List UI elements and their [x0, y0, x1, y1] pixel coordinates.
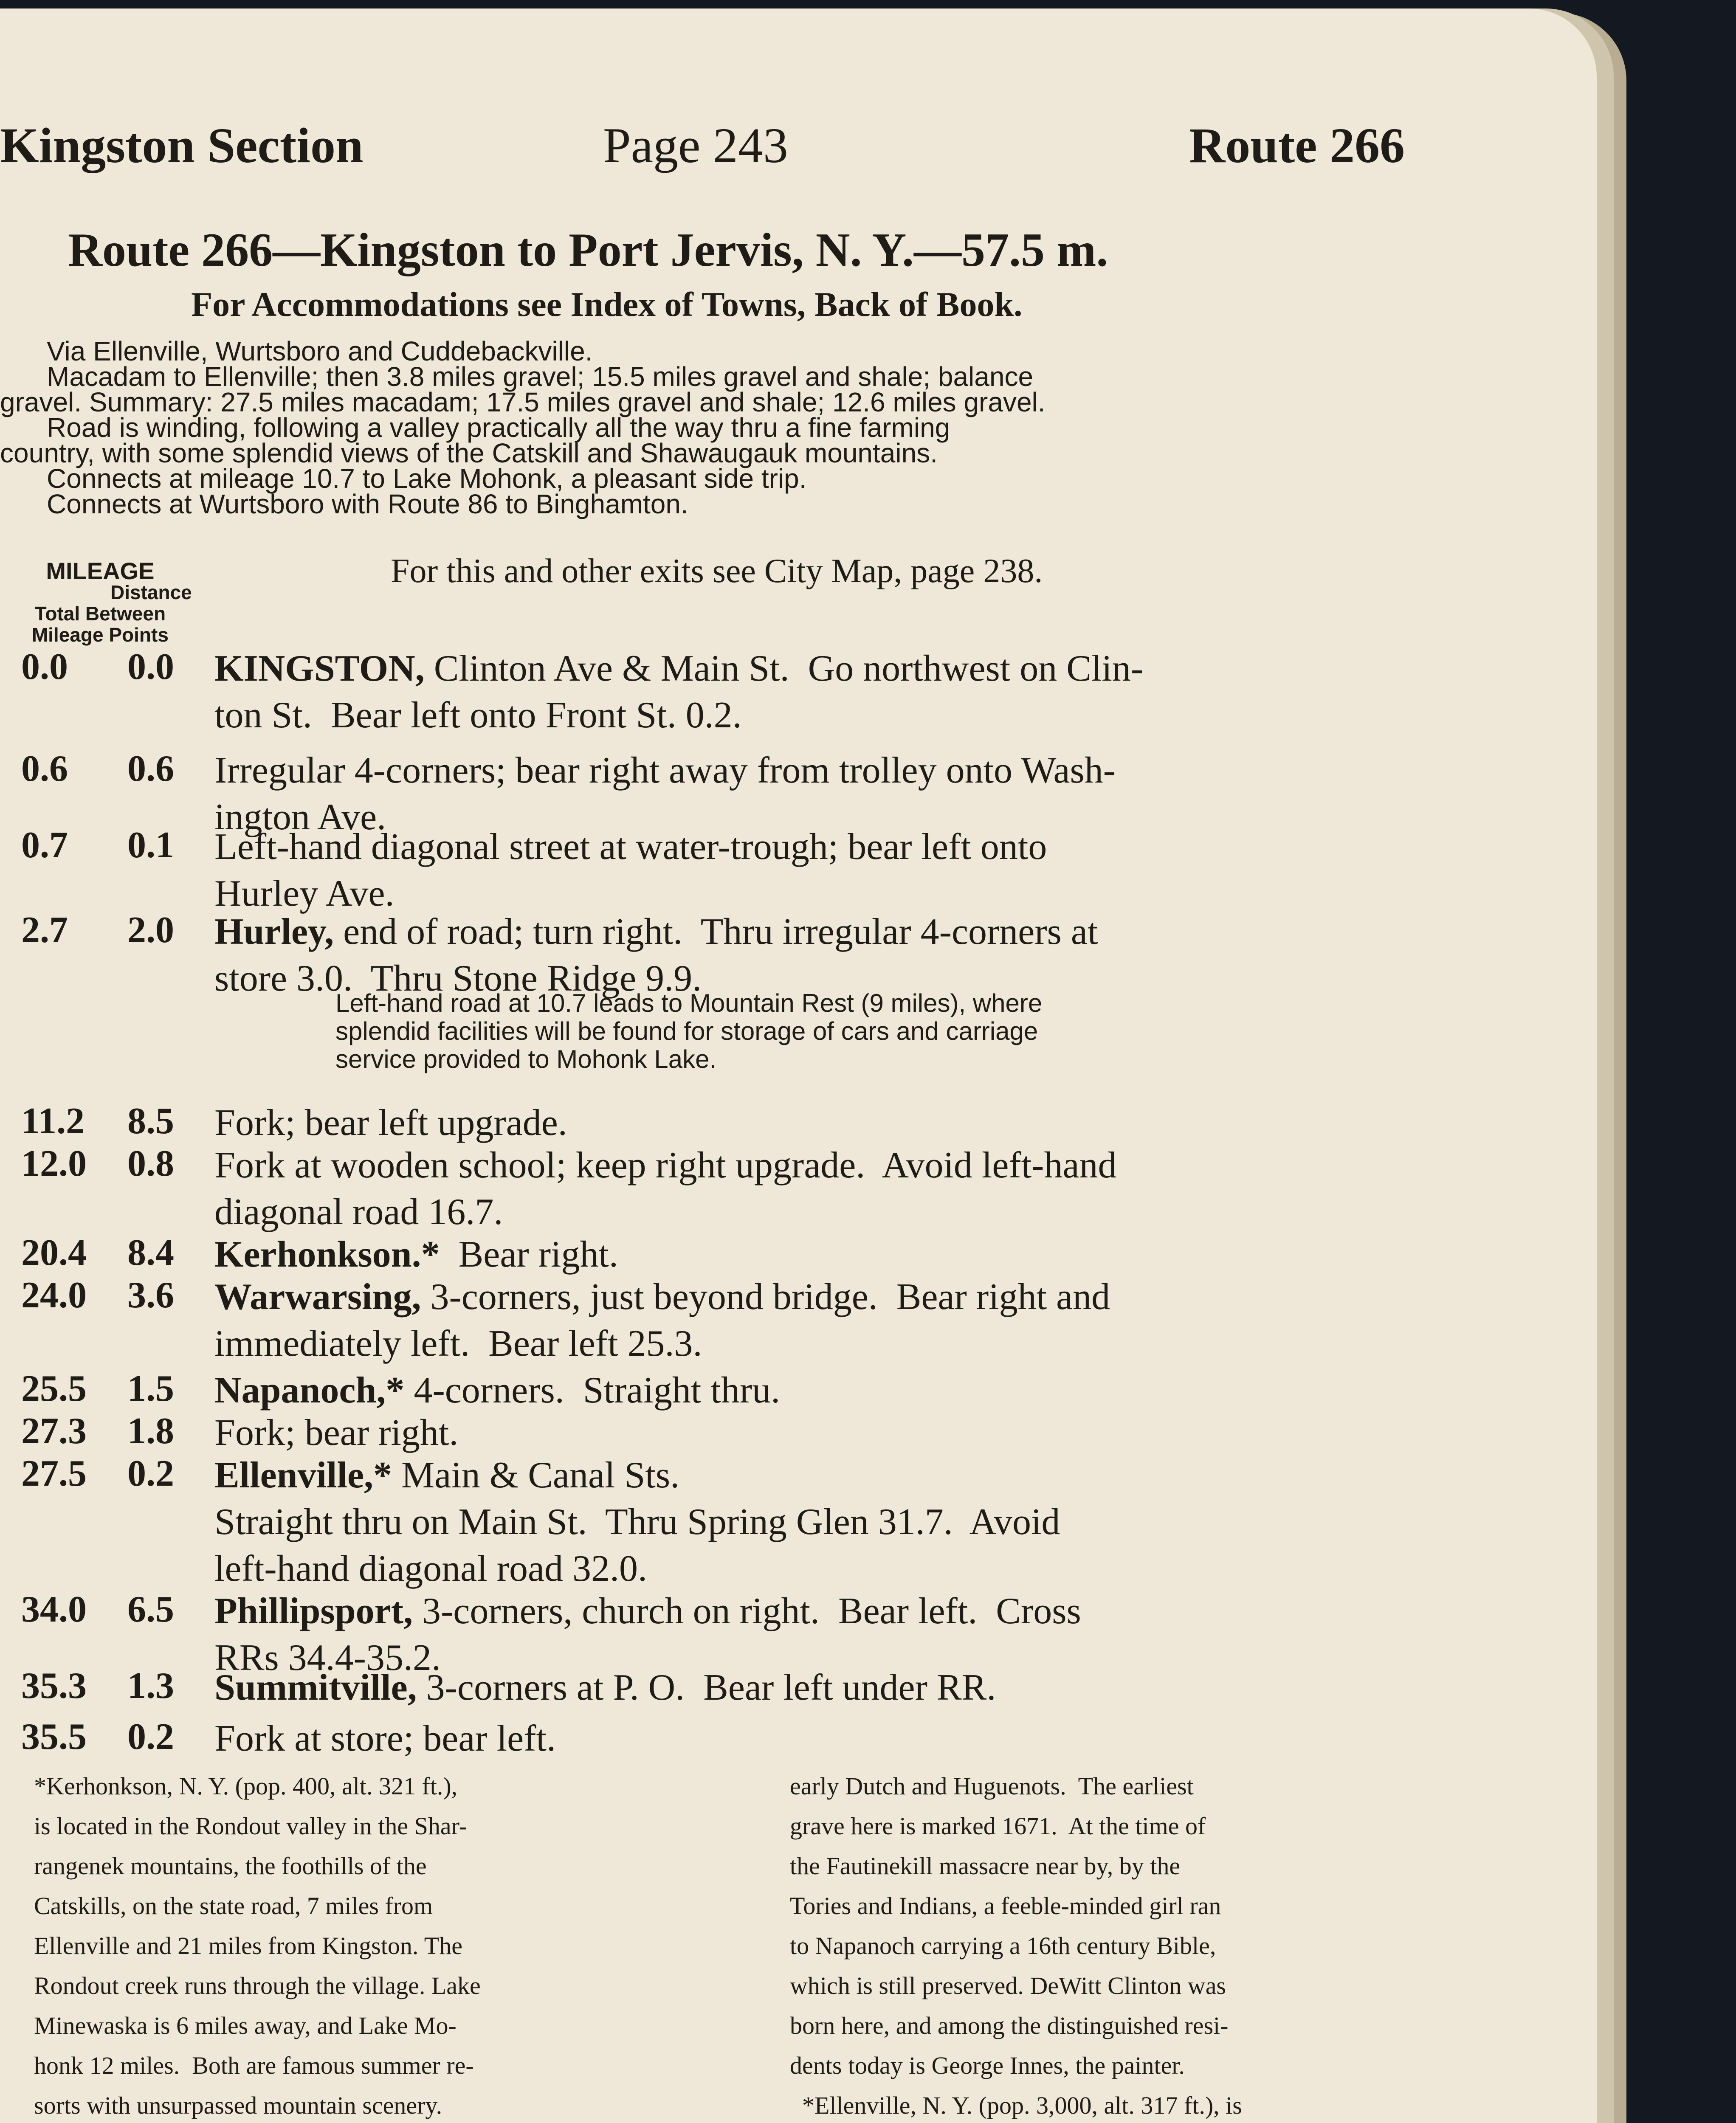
segment-distance: 0.2 [127, 1716, 174, 1757]
total-mileage: 0.0 [21, 646, 68, 687]
total-mileage: 35.5 [21, 1716, 87, 1757]
intro-line: gravel. Summary: 27.5 miles macadam; 17.5 miles gravel and shale; 12.6 miles gravel. [0, 387, 1046, 417]
total-mileage: 34.0 [21, 1589, 87, 1630]
segment-distance: 0.1 [127, 825, 174, 866]
place-name: KINGSTON, [214, 648, 425, 689]
mountain-rest-note: Left-hand road at 10.7 leads to Mountain Rest (9 miles), where splendid facilities will be found for storage of cars and carriage service provided to Mohonk Lake. [335, 989, 1043, 1073]
direction-detail: Clinton Ave & Main St. Go northwest on Clin- ton St. Bear left onto Front St. 0.2. [214, 648, 1144, 736]
place-name: Napanoch,* [214, 1370, 405, 1411]
route-header: Route 266 [1189, 118, 1405, 173]
total-mileage: 11.2 [21, 1101, 85, 1142]
mileage-title: MILEAGE [46, 557, 155, 584]
segment-distance: 0.0 [127, 646, 174, 687]
place-name: Kerhonkson.* [214, 1234, 440, 1275]
direction-text [214, 909, 1098, 1002]
direction-text [214, 1715, 556, 1762]
direction-detail: end of road; turn right. Thru irregular 4-corners at store 3.0. Thru Stone Ridge 9.9. [214, 911, 1098, 999]
segment-distance: 0.6 [127, 748, 174, 789]
direction-detail: Main & Canal Sts. Straight thru on Main St. Thru Spring Glen 31.7. Avoid left-hand diagonal road 32.0. [214, 1455, 1060, 1589]
direction-detail: 3-corners, just beyond bridge. Bear right and immediately left. Bear left 25.3. [214, 1276, 1110, 1364]
accommodations-note: For Accommodations see Index of Towns, Back of Book. [191, 285, 1023, 324]
exits-note: For this and other exits see City Map, page 238. [391, 552, 1043, 590]
direction-text [214, 1142, 1117, 1236]
page-number: Page 243 [603, 118, 788, 173]
intro-line: Via Ellenville, Wurtsboro and Cuddebackville. [47, 336, 593, 366]
direction-detail: Fork at wooden school; keep right upgrade. Avoid left-hand diagonal road 16.7. [214, 1145, 1117, 1233]
direction-detail: Fork; bear left upgrade. [214, 1102, 567, 1143]
intro-line: Road is winding, following a valley practically all the way thru a fine farming [47, 412, 950, 443]
direction-detail: Fork at store; bear left. [214, 1718, 556, 1759]
total-mileage: 20.4 [21, 1232, 87, 1273]
total-mileage: 12.0 [21, 1143, 87, 1184]
direction-text [214, 1367, 780, 1414]
place-name: Summitville, [214, 1667, 417, 1708]
direction-detail: Left-hand diagonal street at water-trough; bear left onto Hurley Ave. [214, 826, 1047, 914]
segment-distance: 1.8 [127, 1411, 174, 1452]
total-mileage: 35.3 [21, 1665, 87, 1706]
place-name: Ellenville,* [214, 1455, 392, 1496]
intro-line: Connects at Wurtsboro with Route 86 to Binghamton. [47, 489, 688, 519]
total-mileage: 0.6 [21, 748, 68, 789]
place-name: Hurley, [214, 911, 334, 952]
total-mileage: 2.7 [21, 909, 68, 951]
direction-detail: Fork; bear right. [214, 1412, 459, 1453]
total-mileage: 24.0 [21, 1275, 87, 1316]
direction-detail: 3-corners, church on right. Bear left. Cross RRs 34.4-35.2. [214, 1591, 1081, 1678]
mileage-points-label: Mileage Points [31, 624, 169, 646]
intro-line: country, with some splendid views of the Catskill and Shawaugauk mountains. [0, 438, 938, 468]
intro-line: Macadam to Ellenville; then 3.8 miles gravel; 15.5 miles gravel and shale; balance [47, 361, 1034, 392]
direction-detail: 3-corners at P. O. Bear left under RR. [417, 1667, 996, 1708]
direction-text [214, 1410, 458, 1456]
segment-distance: 2.0 [127, 909, 174, 951]
total-mileage: 27.5 [21, 1453, 87, 1494]
intro-line: Connects at mileage 10.7 to Lake Mohonk, a pleasant side trip. [47, 463, 807, 494]
total-mileage: 27.3 [21, 1411, 87, 1452]
segment-distance: 3.6 [127, 1275, 174, 1316]
segment-distance: 8.5 [127, 1101, 174, 1142]
direction-detail: Irregular 4-corners; bear right away from trolley onto Wash- ington Ave. [214, 750, 1116, 838]
direction-text [214, 645, 1143, 739]
total-mileage: 0.7 [21, 825, 68, 866]
place-name: Phillipsport, [214, 1591, 413, 1632]
segment-distance: 0.2 [127, 1453, 174, 1494]
guidebook-page [0, 8, 1597, 2123]
mileage-header [8, 557, 192, 646]
town-notes-right: early Dutch and Huguenots. The earliest grave here is marked 1671. At the time of the Fautinekill massacre near by, by the Tories and Indians, a feeble-minded girl ran to Napanoch carrying a 16th century Bible, which is still preserved. DeWitt Clinton was born here, and among the distinguished resi- dents today is George Innes, the painter. *Ellenville, N. Y. (pop. 3,000, alt. 317 ft.), is [790, 1772, 1242, 2119]
route-title: Route 266—Kingston to Port Jervis, N. Y.—57.5 m. [68, 224, 1108, 276]
section-header: Kingston Section [0, 118, 364, 173]
direction-detail: Bear right. [440, 1234, 618, 1275]
segment-distance: 8.4 [127, 1232, 174, 1273]
direction-text [214, 824, 1047, 917]
direction-text [214, 1231, 618, 1278]
town-notes-left: *Kerhonkson, N. Y. (pop. 400, alt. 321 ft.), is located in the Rondout valley in the Shar- rangenek mountains, the foothills of the Catskills, on the state road, 7 miles from Ellenville and 21 miles from Kingston. The Rondout creek runs through the village. Lake Minewaska is 6 miles away, and Lake Mo- honk 12 miles. Both are famous summer re- sorts with unsurpassed mountain scenery. [34, 1772, 481, 2119]
total-mileage: 25.5 [21, 1368, 87, 1409]
segment-distance: 0.8 [127, 1143, 174, 1184]
mileage-total-label: Total Between [34, 603, 166, 625]
place-name: Warwarsing, [214, 1276, 421, 1318]
mileage-distance-label: Distance [110, 581, 192, 603]
direction-text [214, 1452, 1060, 1592]
segment-distance: 1.3 [127, 1665, 174, 1706]
direction-text [214, 1664, 996, 1711]
segment-distance: 1.5 [127, 1368, 174, 1409]
segment-distance: 6.5 [127, 1589, 174, 1630]
direction-detail: 4-corners. Straight thru. [404, 1370, 781, 1411]
direction-text [214, 1274, 1110, 1367]
direction-text [214, 1100, 567, 1146]
